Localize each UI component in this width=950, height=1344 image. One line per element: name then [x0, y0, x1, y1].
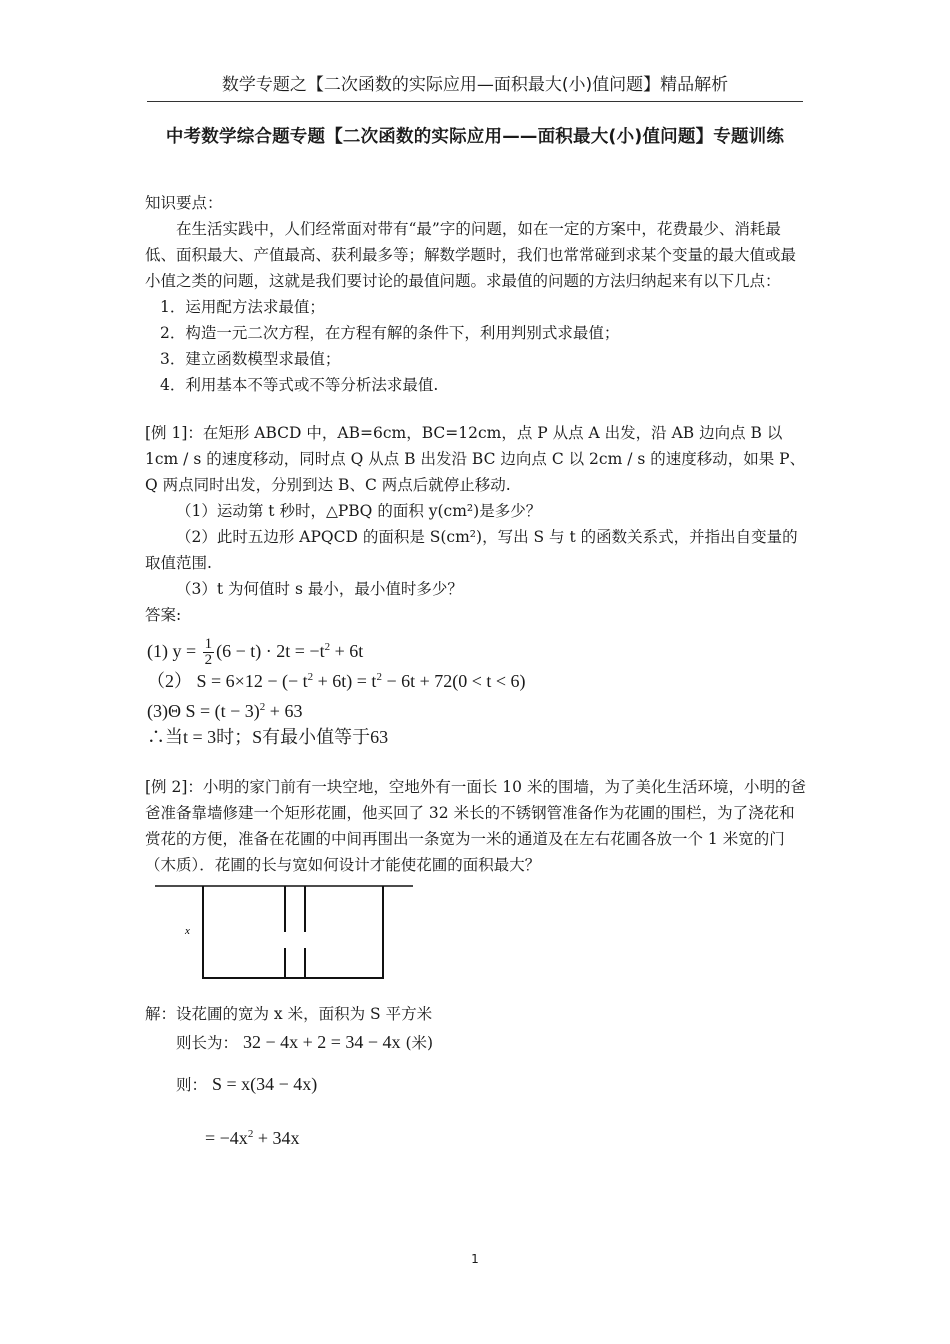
knowledge-heading: 知识要点：: [145, 194, 223, 212]
example1-question-3: （3）t 为何值时 s 最小，最小值时多少？: [176, 580, 463, 598]
page-number: 1: [471, 1252, 479, 1266]
example1-question-1: （1）运动第 t 秒时，△PBQ 的面积 y(cm²)是多少？: [176, 502, 542, 520]
exponent: 2: [307, 671, 314, 683]
fraction-denominator: 2: [204, 652, 213, 669]
answer-3-part-a: (3)Θ S = (t − 3): [147, 701, 260, 721]
exponent: 2: [259, 701, 266, 713]
solution-3-label: 则：: [176, 1076, 208, 1094]
answer-1-tail: + 6t: [330, 641, 364, 661]
solution-2-label: 则长为：: [176, 1034, 239, 1052]
example1-answer-label: 答案:: [145, 606, 182, 624]
answer-1-body: (6 − t) · 2t = −t: [216, 641, 325, 661]
answer-2-part-c: − 6t + 72(0 < t < 6): [381, 671, 526, 691]
answer-line-1: [145, 632, 807, 669]
garden-fence: [203, 886, 383, 978]
answer-1-prefix: (1) y =: [147, 641, 197, 661]
example1-answers: [145, 632, 807, 752]
spacer: [145, 398, 807, 420]
exponent: 2: [324, 641, 331, 653]
main-content: [145, 190, 807, 1148]
running-header: 数学专题之【二次函数的实际应用—面积最大(小)值问题】精品解析: [221, 75, 729, 95]
answer-2-part-a: （2） S = 6×12 − (− t: [147, 671, 308, 691]
method-item-4: 4．利用基本不等式或不等分析法求最值.: [160, 376, 439, 394]
solution-3-expression: S = x(34 − 4x): [211, 1074, 318, 1094]
solution-4-part-b: + 34x: [253, 1128, 300, 1148]
solution-line-3: [145, 1070, 807, 1098]
spacer: [145, 1056, 807, 1070]
spacer: [145, 752, 807, 774]
width-label-x: x: [185, 925, 190, 937]
solution-line-1: 解：设花圃的宽为 x 米，面积为 S 平方米: [145, 1005, 433, 1023]
garden-diagram: [155, 882, 425, 990]
solution-4-part-a: = −4x: [205, 1128, 248, 1148]
example1-statement: [例 1]：在矩形 ABCD 中，AB=6cm，BC=12cm，点 P 从点 A 出发，沿 AB 边向点 B 以 1cm / s 的速度移动，同时点 Q 从点 B 出发沿 BC 边向点 C 以 2cm / s 的速度移动，如果 P、Q 两点同时出发，分别到达 B、C 两点后就停止移动.: [145, 424, 806, 494]
answer-line-4: ∴当t = 3时；S有最小值等于63: [147, 727, 389, 747]
document-title: 中考数学综合题专题【二次函数的实际应用——面积最大(小)值问题】专题训练: [165, 127, 785, 147]
example2-statement: [例 2]：小明的家门前有一块空地，空地外有一面长 10 米的围墙，为了美化生活环境，小明的爸爸准备靠墙修建一个矩形花圃，他买回了 32 米长的不锈钢管准备作为花圃的围栏，为了浇花和赏花的方便，准备在花圃的中间再围出一条宽为一米的通道及在左右花圃各放一个 1 米宽的门（木质）．花圃的长与宽如何设计才能使花圃的面积最大？: [145, 778, 806, 874]
fraction-numerator: 1: [204, 636, 213, 653]
method-item-3: 3．建立函数模型求最值；: [160, 350, 341, 368]
solution-2-expression: 32 − 4x + 2 = 34 − 4x: [242, 1032, 401, 1052]
solution-2-unit: (米): [405, 1034, 434, 1052]
answer-line-2: [145, 662, 807, 692]
example1-question-2: （2）此时五边形 APQCD 的面积是 S(cm²)，写出 S 与 t 的函数关系式，并指出自变量的取值范围.: [145, 528, 798, 572]
exponent: 2: [376, 671, 382, 683]
knowledge-intro: 在生活实践中，人们经常面对带有“最”字的问题，如在一定的方案中，花费最少、消耗最低、面积最大、产值最高、获利最多等；解数学题时，我们也常常碰到求某个变量的最大值或最小值之类的问题，这就是我们要讨论的最值问题。求最值的问题的方法归纳起来有以下几点：: [145, 220, 797, 290]
header-divider: [147, 101, 803, 102]
exponent: 2: [247, 1128, 254, 1140]
solution-line-2: [145, 1028, 807, 1056]
method-item-2: 2．构造一元二次方程，在方程有解的条件下，利用判别式求最值；: [160, 324, 620, 342]
answer-2-part-b: + 6t) = t: [313, 671, 377, 691]
answer-3-part-b: + 63: [265, 701, 303, 721]
solution-line-4: [145, 1120, 807, 1148]
answer-line-3: [145, 692, 807, 722]
method-item-1: 1．运用配方法求最值；: [160, 298, 325, 316]
spacer: [145, 1098, 807, 1120]
